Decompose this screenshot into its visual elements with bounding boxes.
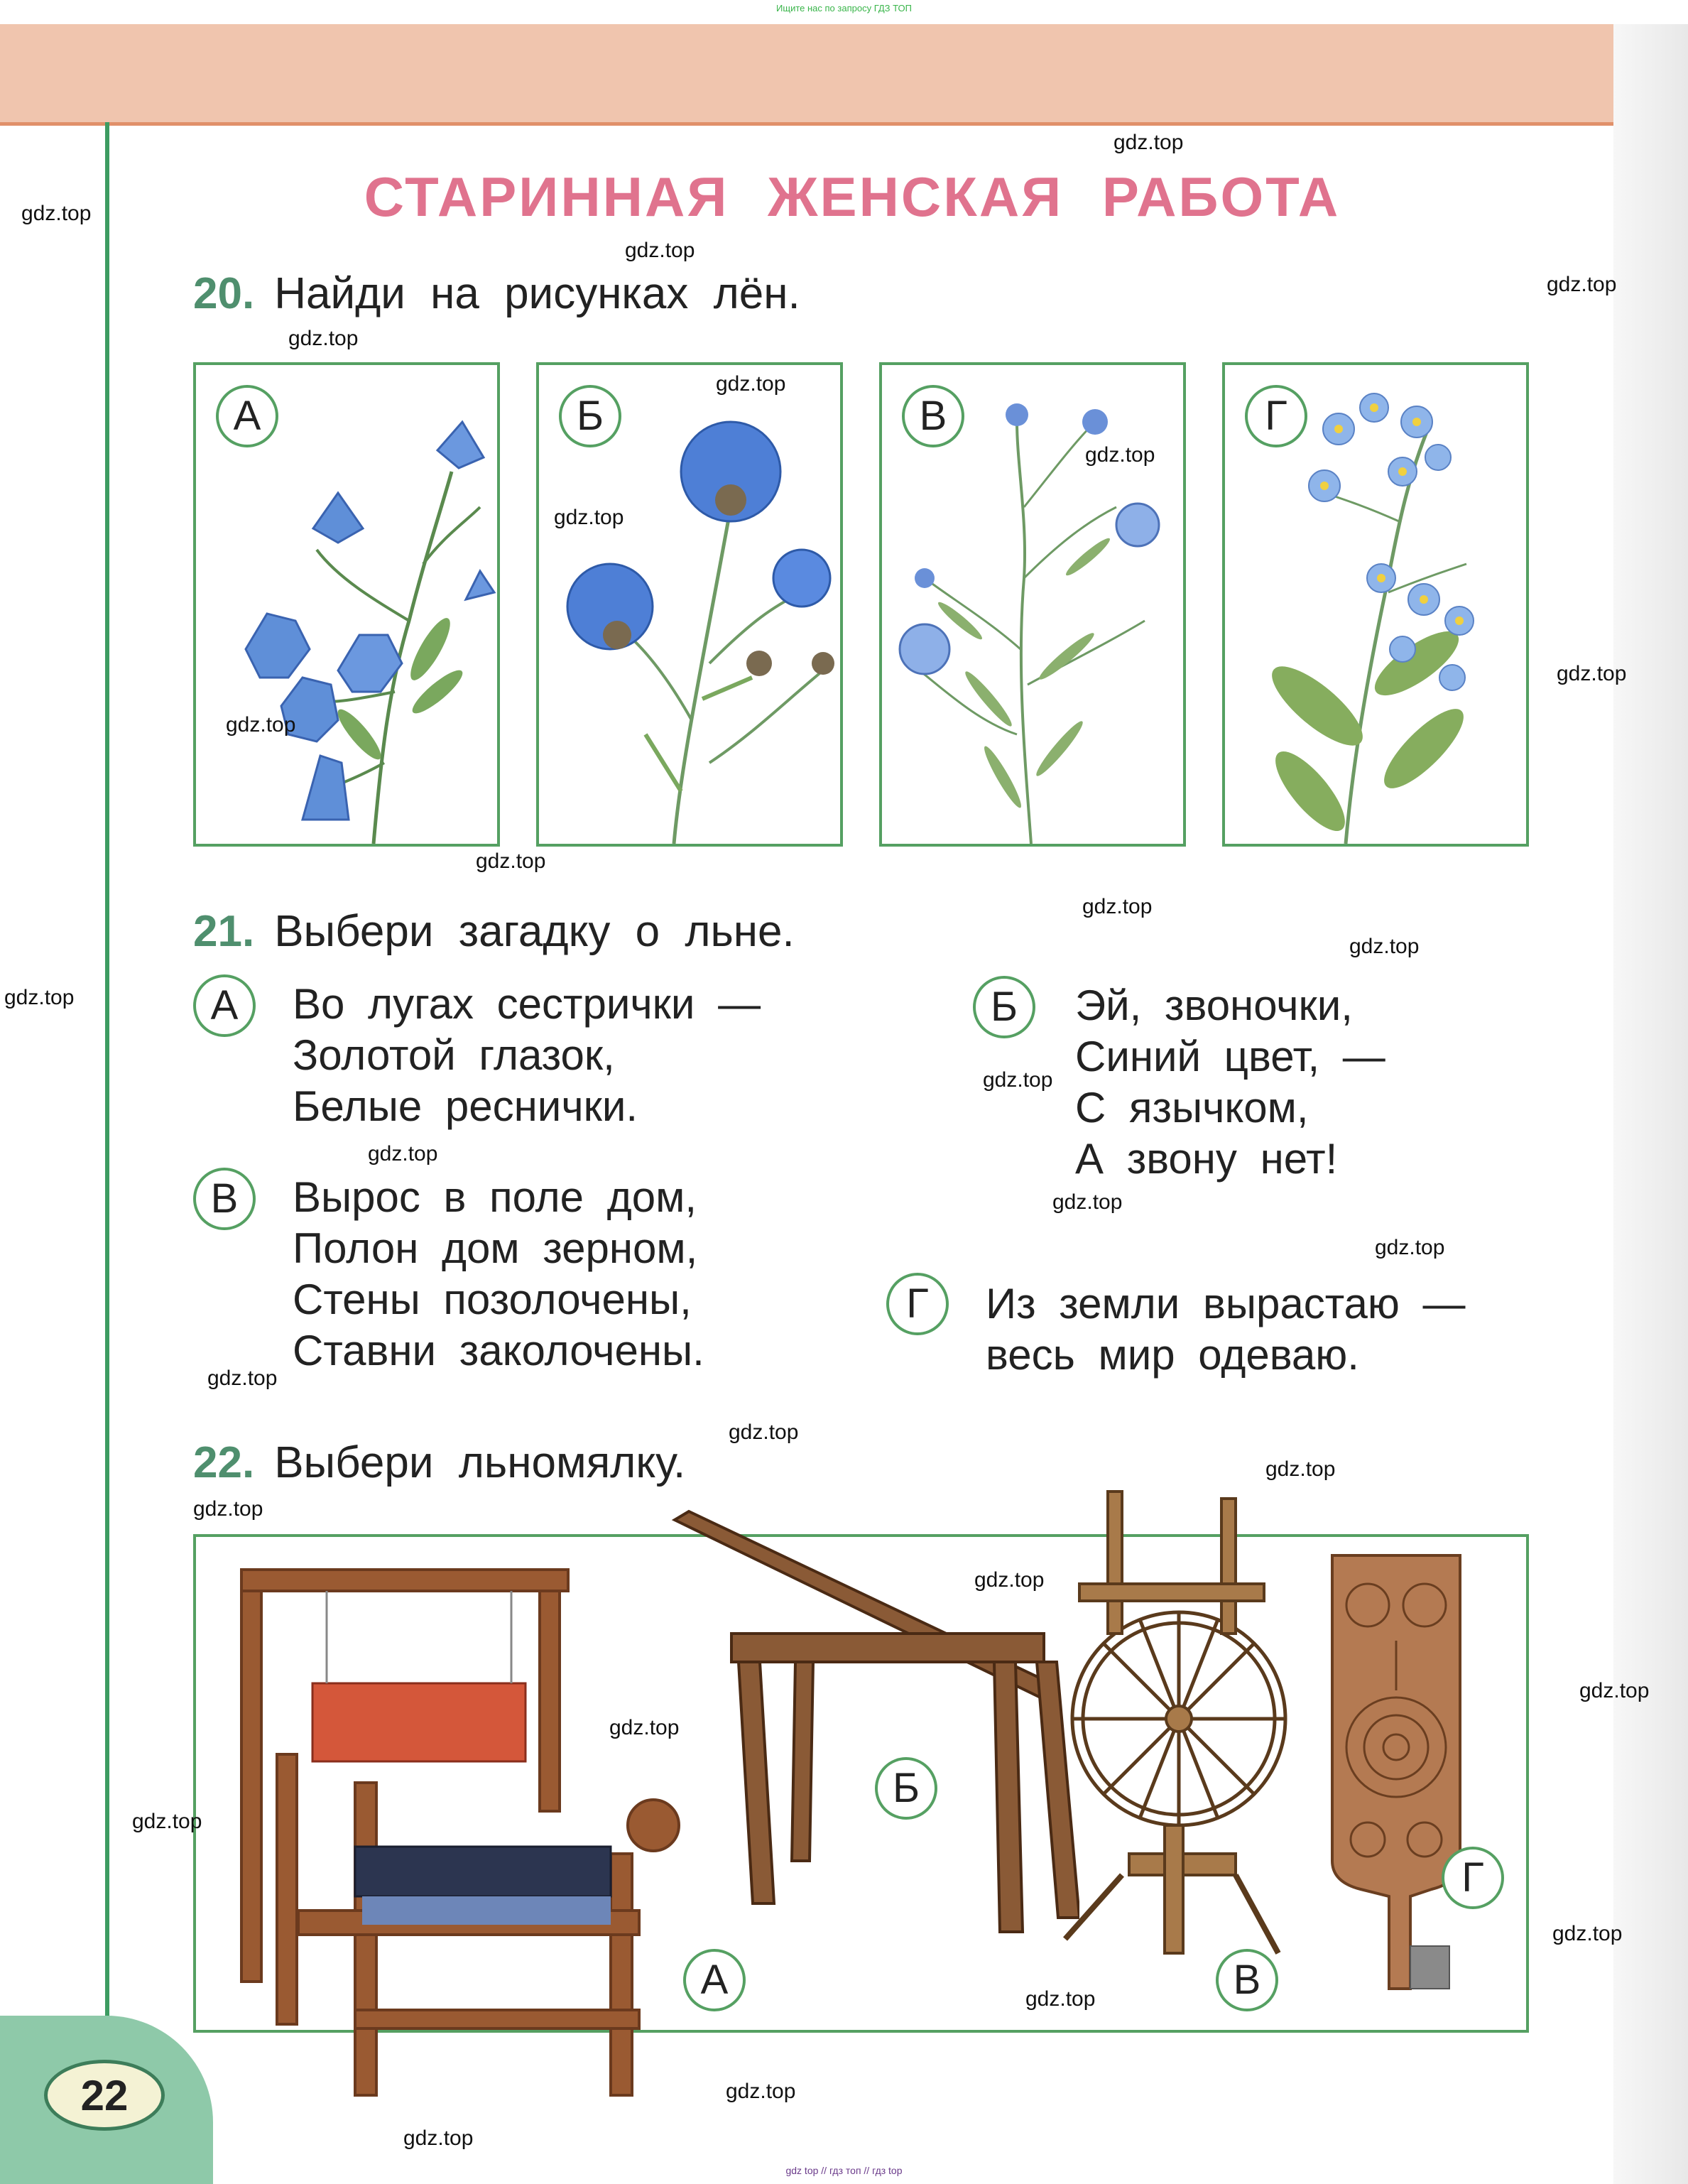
- watermark-text: gdz.top: [132, 1810, 202, 1833]
- page-title: СТАРИННАЯ ЖЕНСКАЯ РАБОТА: [364, 165, 1341, 228]
- riddle-b-circle[interactable]: Б: [973, 976, 1035, 1038]
- margin-line: [105, 122, 109, 2040]
- carved-distaff-illustration[interactable]: [1325, 1548, 1467, 2003]
- watermark-text: gdz.top: [288, 327, 359, 350]
- task-20-heading: [193, 268, 800, 319]
- watermark-text: gdz.top: [625, 239, 695, 262]
- riddle-v-text: [293, 1172, 704, 1376]
- watermark-text: gdz.top: [1025, 1987, 1096, 2011]
- top-search-note: Ищите нас по запросу ГДЗ ТОП: [776, 3, 912, 13]
- task-20-number: 20.: [193, 269, 255, 318]
- riddle-b-line: С язычком,: [1075, 1084, 1309, 1131]
- watermark-text: gdz.top: [1579, 1679, 1650, 1702]
- task-21-text: Выбери загадку о льне.: [274, 907, 795, 956]
- watermark-text: gdz.top: [368, 1142, 438, 1166]
- riddle-v-line: Полон дом зерном,: [293, 1224, 698, 1272]
- riddle-b-line: Эй, звоночки,: [1075, 982, 1353, 1029]
- riddle-a-text: [293, 979, 761, 1132]
- flower-panel-v[interactable]: [879, 362, 1186, 847]
- watermark-text: gdz.top: [1375, 1236, 1445, 1259]
- watermark-text: gdz.top: [1547, 273, 1617, 296]
- watermark-text: gdz.top: [729, 1420, 799, 1444]
- watermark-text: gdz.top: [554, 506, 624, 529]
- watermark-text: gdz.top: [1082, 895, 1153, 918]
- watermark-text: gdz.top: [716, 372, 786, 396]
- riddle-g-line: Из земли вырастаю —: [986, 1280, 1466, 1327]
- watermark-text: gdz.top: [207, 1367, 278, 1390]
- watermark-text: gdz.top: [983, 1068, 1053, 1092]
- task-20-text: Найди на рисунках лён.: [274, 269, 800, 318]
- task-22-text: Выбери льномялку.: [274, 1438, 686, 1487]
- riddle-a-line: Золотой глазок,: [293, 1031, 615, 1079]
- option-v-circle: В: [902, 385, 964, 447]
- watermark-text: gdz.top: [226, 713, 296, 737]
- tool-v-circle[interactable]: В: [1216, 1949, 1278, 2011]
- watermark-text: gdz.top: [1052, 1190, 1123, 1214]
- watermark-text: gdz.top: [403, 2126, 474, 2150]
- option-b-circle: Б: [559, 385, 621, 447]
- watermark-text: gdz.top: [193, 1497, 263, 1521]
- flower-panel-b[interactable]: [536, 362, 843, 847]
- task-21-number: 21.: [193, 907, 255, 956]
- watermark-text: gdz.top: [1557, 662, 1627, 685]
- watermark-text: gdz.top: [1349, 935, 1420, 958]
- riddle-g-circle[interactable]: Г: [886, 1273, 949, 1335]
- riddle-g-line: весь мир одеваю.: [986, 1331, 1359, 1379]
- watermark-text: gdz.top: [726, 2080, 796, 2103]
- watermark-text: gdz.top: [974, 1568, 1045, 1592]
- riddle-b-line: А звону нет!: [1075, 1135, 1338, 1183]
- riddle-a-line: Во лугах сестрички —: [293, 980, 761, 1028]
- riddle-v-line: Вырос в поле дом,: [293, 1173, 697, 1221]
- loom-illustration[interactable]: [213, 1541, 724, 2109]
- spinning-wheel-illustration[interactable]: [1051, 1484, 1307, 1982]
- flower-panel-a[interactable]: [193, 362, 500, 847]
- tool-g-circle[interactable]: Г: [1442, 1847, 1504, 1909]
- watermark-text: gdz.top: [4, 986, 75, 1009]
- task-22-number: 22.: [193, 1438, 255, 1487]
- riddle-b-text: [1075, 980, 1385, 1185]
- riddle-a-line: Белые реснички.: [293, 1082, 638, 1130]
- riddle-g-text: [986, 1278, 1466, 1381]
- flower-panel-g[interactable]: [1222, 362, 1529, 847]
- riddle-b-line: Синий цвет, —: [1075, 1033, 1385, 1080]
- tool-b-circle[interactable]: Б: [875, 1757, 937, 1820]
- bottom-note: gdz top // гдз топ // гдз top: [785, 2165, 903, 2176]
- tool-a-circle[interactable]: А: [683, 1949, 746, 2011]
- watermark-text: gdz.top: [1265, 1457, 1336, 1481]
- header-band: [0, 24, 1688, 126]
- watermark-text: gdz.top: [609, 1716, 680, 1739]
- riddle-v-circle[interactable]: В: [193, 1168, 256, 1230]
- page-fold-edge: [1613, 24, 1688, 2184]
- watermark-text: gdz.top: [21, 202, 92, 225]
- watermark-text: gdz.top: [1552, 1922, 1623, 1945]
- option-g-circle: Г: [1245, 385, 1307, 447]
- task-21-heading: [193, 906, 795, 957]
- watermark-text: gdz.top: [1113, 131, 1184, 154]
- watermark-text: gdz.top: [1085, 443, 1155, 467]
- page-number: 22: [44, 2060, 165, 2131]
- task-22-heading: [193, 1438, 685, 1488]
- option-a-circle: А: [216, 385, 278, 447]
- watermark-text: gdz.top: [476, 849, 546, 873]
- riddle-v-line: Стены позолочены,: [293, 1276, 692, 1323]
- riddle-v-line: Ставни заколочены.: [293, 1327, 704, 1374]
- riddle-a-circle[interactable]: А: [193, 974, 256, 1037]
